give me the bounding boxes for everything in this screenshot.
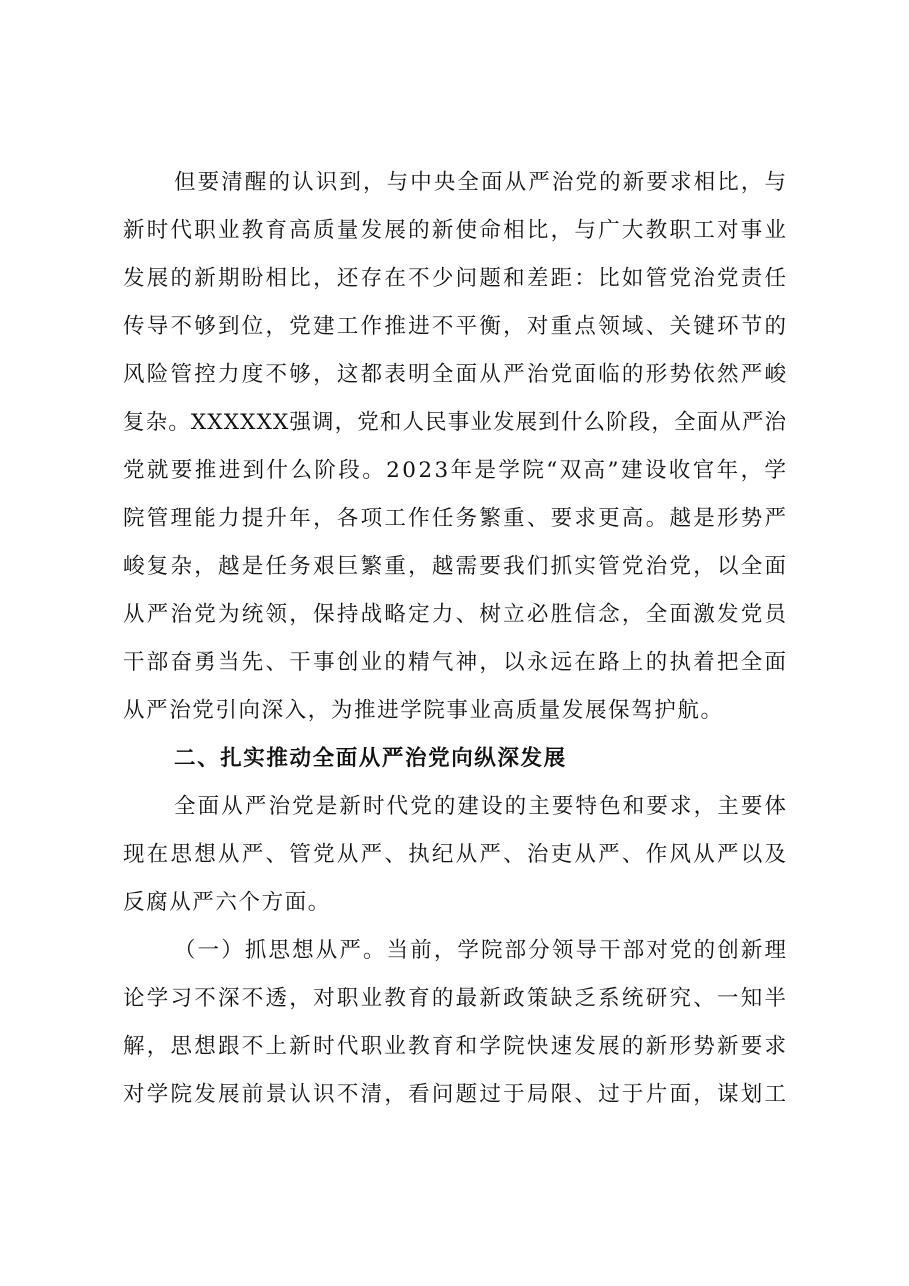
text-line: 论学习不深不透，对职业教育的最新政策缺乏系统研究、一知半	[123, 986, 789, 1011]
text-line: 峻复杂，越是任务艰巨繁重，越需要我们抓实管党治党，以全面	[123, 554, 789, 579]
text-line: 从严治党为统领，保持战略定力、树立必胜信念，全面激发党员	[123, 602, 789, 627]
text-line: （一）抓思想从严。当前，学院部分领导干部对党的创新理	[174, 938, 789, 963]
text-line: 干部奋勇当先、干事创业的精气神，以永远在路上的执着把全面	[123, 650, 789, 675]
text-line: 对学院发展前景认识不清，看问题过于局限、过于片面，谋划工	[123, 1082, 789, 1107]
text-line: 党就要推进到什么阶段。2023年是学院“双高”建设收官年，学	[123, 458, 789, 483]
text-line: 风险管控力度不够，这都表明全面从严治党面临的形势依然严峻	[123, 362, 789, 387]
text-line: 发展的新期盼相比，还存在不少问题和差距：比如管党治党责任	[123, 266, 789, 291]
text-line: 解，思想跟不上新时代职业教育和学院快速发展的新形势新要求	[123, 1034, 789, 1059]
text-line: 全面从严治党是新时代党的建设的主要特色和要求，主要体	[174, 794, 789, 819]
text-line: 新时代职业教育高质量发展的新使命相比，与广大教职工对事业	[123, 218, 789, 243]
section-heading: 二、扎实推动全面从严治党向纵深发展	[174, 746, 567, 771]
text-line: 反腐从严六个方面。	[123, 890, 331, 915]
text-line: 复杂。XXXXXX强调，党和人民事业发展到什么阶段，全面从严治	[123, 410, 788, 435]
text-line: 院管理能力提升年，各项工作任务繁重、要求更高。越是形势严	[123, 506, 789, 531]
text-line: 从严治党引向深入，为推进学院事业高质量发展保驾护航。	[123, 698, 724, 723]
text-line: 现在思想从严、管党从严、执纪从严、治吏从严、作风从严以及	[123, 842, 789, 867]
text-line: 传导不够到位，党建工作推进不平衡，对重点领域、关键环节的	[123, 314, 789, 339]
text-line: 但要清醒的认识到，与中央全面从严治党的新要求相比，与	[174, 170, 789, 195]
